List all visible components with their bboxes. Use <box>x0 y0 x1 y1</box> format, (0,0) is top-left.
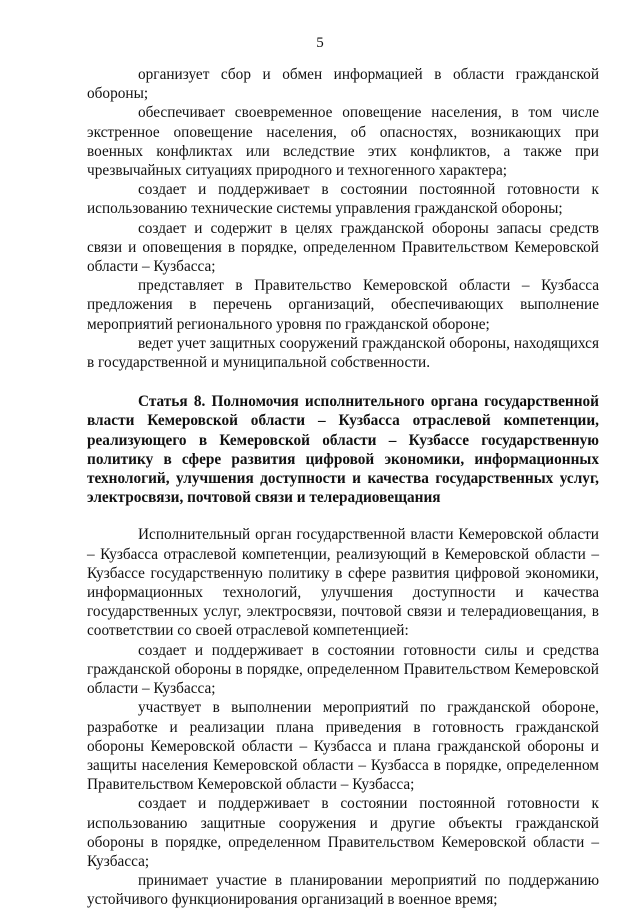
list-item: создает и содержит в целях гражданской обороны запасы средств связи и оповещения в порядке, определенном Правительством Кемеровской области – Кузбасса; <box>87 219 599 276</box>
page-number: 5 <box>316 35 324 51</box>
article-body <box>87 525 599 909</box>
intro-list <box>87 65 599 372</box>
list-item: ведет учет защитных сооружений гражданской обороны, находящихся в государственной и муниципальной собственности. <box>87 334 599 372</box>
article-paragraph: принимает участие в планировании мероприятий по поддержанию устойчивого функционирования организаций в военное время; <box>87 872 599 909</box>
list-item: организует сбор и обмен информацией в области гражданской обороны; <box>87 66 599 103</box>
article-paragraph: создает и поддерживает в состоянии готовности силы и средства гражданской обороны в порядке, определенном Правительством Кемеровской области – Кузбасса; <box>87 641 599 698</box>
article-paragraph: участвует в выполнении мероприятий по гражданской обороне, разработке и реализации плана приведения в готовность гражданской обороны Кемеровской области – Кузбасса и плана гражданской обороны и защиты населения Кемеровской области – Кузбасса в порядке, определенном Правительством Кемеровской области – Кузбасса; <box>87 699 599 794</box>
article-paragraph: Исполнительный орган государственной власти Кемеровской области – Кузбасса отраслевой компетенции, реализующий в Кемеровской области – Кузбассе государственную политику в сфере развития цифровой экономики, информационных технологий, улучшения доступности и качества государственных услуг, электросвязи, почтовой связи и телерадиовещания, в соответствии со своей отраслевой компетенцией: <box>87 526 599 640</box>
list-item: создает и поддерживает в состоянии постоянной готовности к использованию технические системы управления гражданской обороны; <box>87 181 599 218</box>
list-item: представляет в Правительство Кемеровской области – Кузбасса предложения в перечень организаций, обеспечивающих выполнение мероприятий регионального уровня по гражданской обороне; <box>87 277 599 333</box>
article-paragraph: создает и поддерживает в состоянии постоянной готовности к использованию защитные сооружения и другие объекты гражданской обороны в порядке, определенном Правительством Кемеровской области – Кузбасса; <box>87 795 599 870</box>
document-body <box>87 65 599 910</box>
list-item: обеспечивает своевременное оповещение населения, в том числе экстренное оповещение населения, об опасностях, возникающих при военных конфликтах или вследствие этих конфликтов, а также при чрезвычайных ситуациях природного и техногенного характера; <box>87 104 599 180</box>
article-heading: Статья 8. Полномочия исполнительного органа государственной власти Кемеровской области – Кузбасса отраслевой компетенции, реализующего в Кемеровской области – Кузбассе государственную политику в сфере развития цифровой экономики, информационных технологий, улучшения доступности и качества государственных услуг, электросвязи, почтовой связи и телерадиовещания <box>87 393 599 507</box>
